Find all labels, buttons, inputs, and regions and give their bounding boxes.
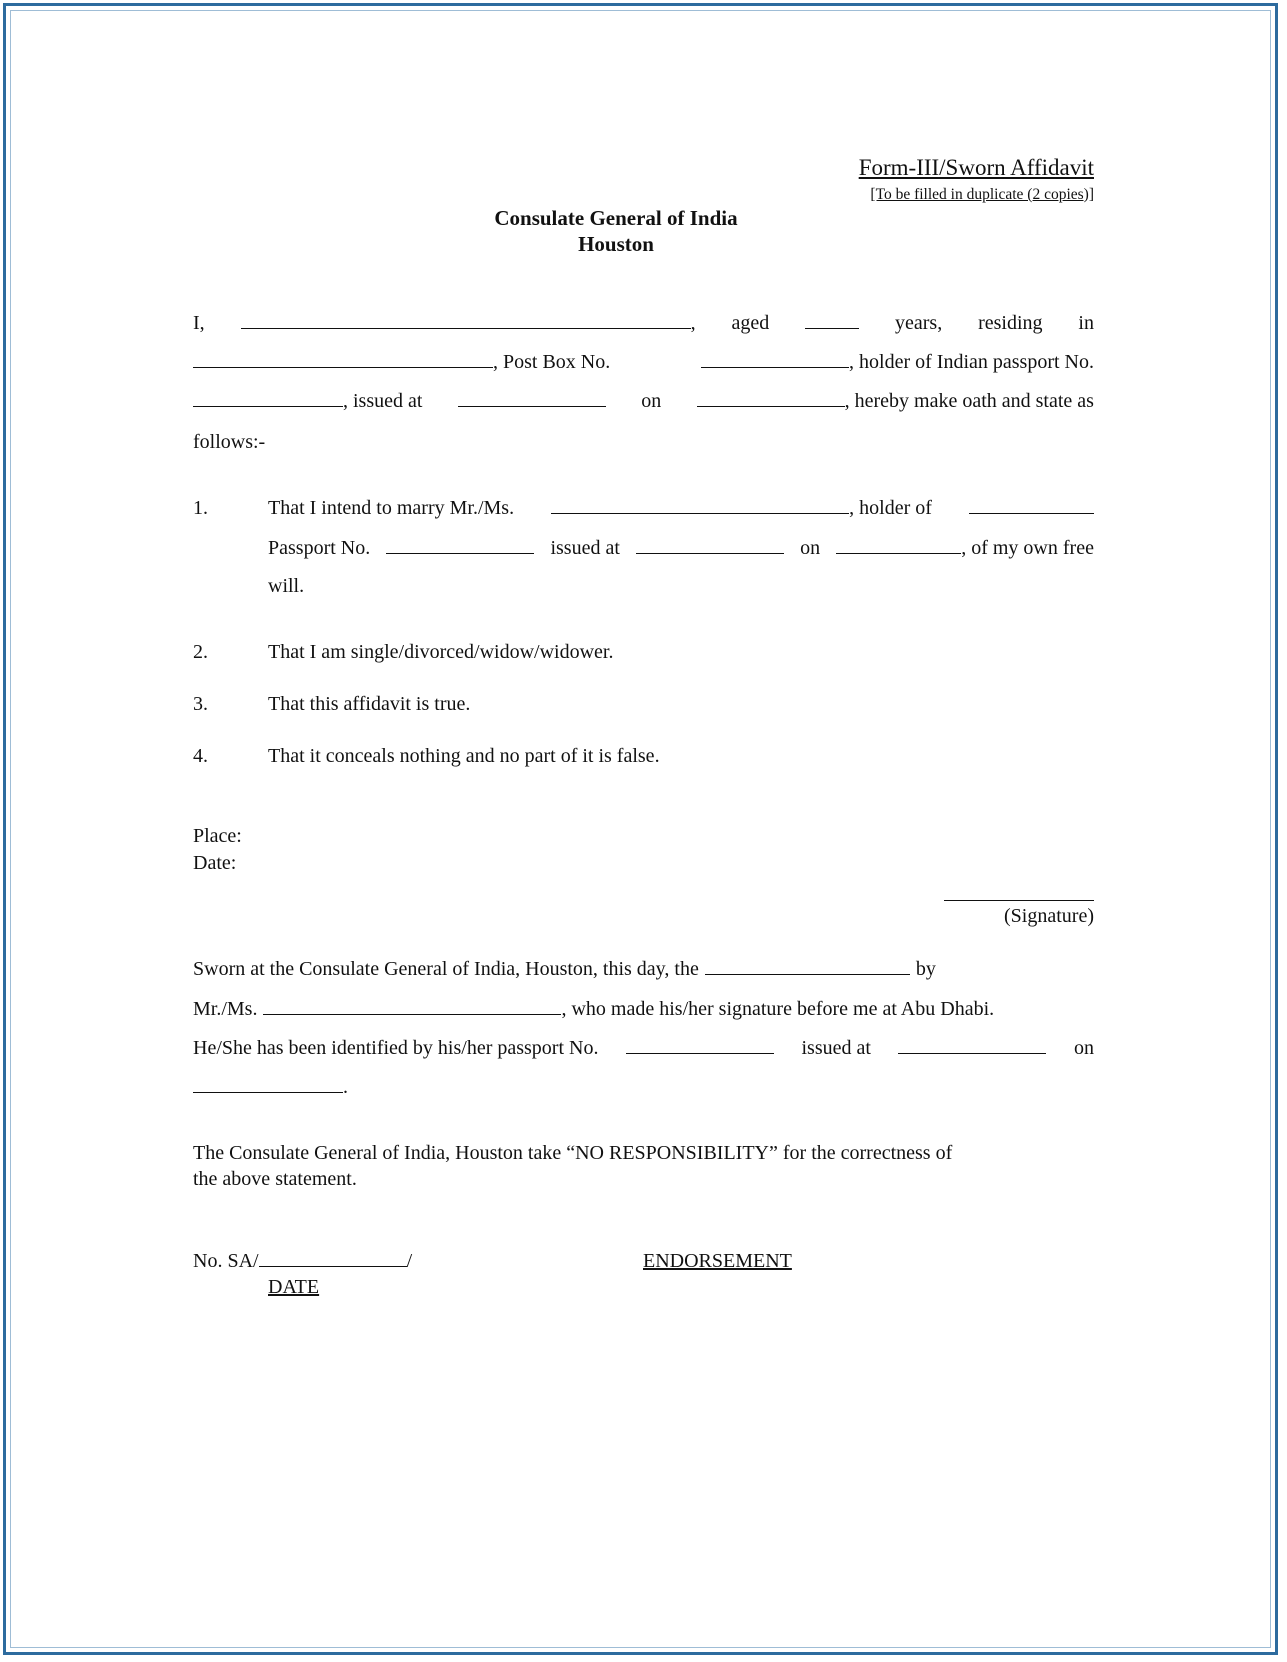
sworn-by: by	[915, 958, 936, 980]
endorsement-heading: ENDORSEMENT	[643, 1250, 792, 1272]
sworn-issued-at: issued at	[801, 1037, 871, 1059]
item-2-number: 2.	[193, 641, 208, 663]
office-heading: Consulate General of India	[494, 206, 738, 230]
item-1-number: 1.	[193, 497, 208, 519]
sworn-signature: , who made his/her signature before me at Abu Dhabi.	[561, 998, 995, 1020]
disclaimer-line-1: The Consulate General of India, Houston take “NO RESPONSIBILITY” for the correctness of	[193, 1142, 953, 1164]
intro-line-3	[193, 390, 1094, 413]
item-1-line-2	[268, 537, 1094, 560]
post-box-field[interactable]	[701, 367, 849, 368]
sworn-line-1	[193, 958, 1094, 981]
city-heading: Houston	[578, 232, 654, 256]
sworn-line-2	[193, 998, 1094, 1021]
item-4-text: That it conceals nothing and no part of it is false.	[268, 745, 660, 767]
passport-issued-at-field[interactable]	[458, 406, 606, 407]
intro-aged: aged	[731, 312, 770, 334]
intro-line-1	[193, 312, 1094, 335]
signature-line[interactable]	[944, 900, 1094, 901]
sworn-period: .	[343, 1076, 348, 1098]
item-2-text: That I am single/divorced/widow/widower.	[268, 641, 614, 663]
sworn-line-3	[193, 1037, 1094, 1060]
sa-number-suffix: /	[406, 1250, 413, 1272]
passport-number-field[interactable]	[193, 406, 343, 407]
spouse-nationality-field[interactable]	[969, 513, 1094, 514]
item-3-number: 3.	[193, 693, 208, 715]
intro-on: on	[641, 390, 662, 412]
item-1-free-will: , of my own free	[961, 537, 1094, 559]
item-3-text: That this affidavit is true.	[268, 693, 471, 715]
sworn-at: Sworn at the Consulate General of India, Houston, this day, the	[193, 958, 699, 980]
spouse-name-field[interactable]	[551, 513, 849, 514]
sa-number-prefix: No. SA/	[193, 1250, 259, 1272]
item-1-issued-at: issued at	[550, 537, 620, 559]
sworn-mr-ms: Mr./Ms.	[193, 998, 258, 1020]
item-1-line-1	[268, 497, 1094, 520]
intro-issued-at: , issued at	[343, 390, 423, 412]
item-1-marry: That I intend to marry Mr./Ms.	[268, 497, 515, 519]
sa-number	[193, 1250, 412, 1273]
passport-issue-date-field[interactable]	[697, 406, 845, 407]
intro-line-2	[193, 351, 1094, 374]
date-label: Date:	[193, 852, 237, 874]
item-1-passport: Passport No.	[268, 537, 371, 559]
footer-date-label: DATE	[268, 1276, 320, 1298]
sworn-day-field[interactable]	[705, 974, 910, 975]
spouse-passport-issued-at-field[interactable]	[636, 553, 784, 554]
intro-in: in	[1078, 312, 1094, 334]
intro-comma: ,	[690, 312, 696, 334]
signature-label: (Signature)	[1004, 905, 1094, 927]
sworn-date-field[interactable]	[193, 1092, 343, 1093]
intro-residing: residing	[978, 312, 1043, 334]
residence-field[interactable]	[193, 367, 493, 368]
age-field[interactable]	[805, 328, 859, 329]
intro-follows: follows:-	[193, 431, 266, 453]
intro-years: years,	[895, 312, 943, 334]
sworn-line-4	[193, 1076, 1094, 1099]
intro-passport: , holder of Indian passport No.	[849, 351, 1094, 373]
sa-number-field[interactable]	[259, 1266, 407, 1267]
form-note: [To be filled in duplicate (2 copies)]	[870, 186, 1094, 203]
sworn-name-field[interactable]	[263, 1014, 561, 1015]
intro-post-box: , Post Box No.	[493, 351, 611, 373]
sworn-passport-field[interactable]	[626, 1053, 774, 1054]
sworn-on: on	[1073, 1037, 1094, 1059]
intro-oath: , hereby make oath and state as	[844, 390, 1094, 412]
item-1-holder-of: , holder of	[849, 497, 932, 519]
spouse-passport-date-field[interactable]	[836, 553, 961, 554]
disclaimer-line-2: the above statement.	[193, 1168, 357, 1190]
item-1-line-3	[268, 575, 1094, 598]
sworn-identified: He/She has been identified by his/her passport No.	[193, 1037, 599, 1059]
item-1-will: will.	[268, 575, 305, 597]
form-title: Form-III/Sworn Affidavit	[858, 155, 1094, 180]
intro-i: I,	[193, 312, 205, 334]
name-field[interactable]	[241, 328, 691, 329]
item-1-on: on	[800, 537, 821, 559]
spouse-passport-field[interactable]	[386, 553, 534, 554]
sworn-issued-at-field[interactable]	[898, 1053, 1046, 1054]
item-4-number: 4.	[193, 745, 208, 767]
place-label: Place:	[193, 825, 242, 847]
